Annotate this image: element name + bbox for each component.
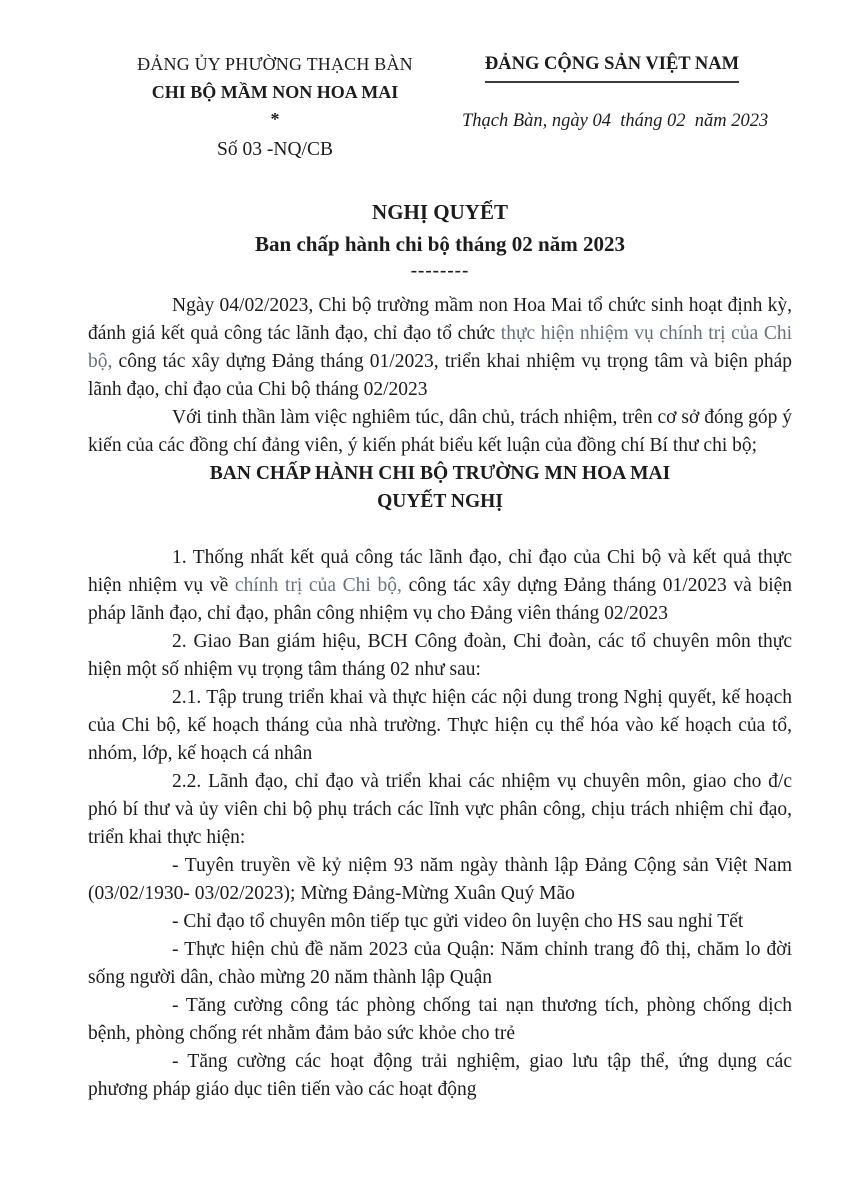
item1-text-2: công tác xây dựng Đảng tháng 01/2023 và biện pháp lãnh đạo, chỉ đạo, phân công nhiệm vụ cho Đảng viên tháng 02/2023 (88, 575, 793, 624)
resolution-item-2-2: 2.2. Lãnh đạo, chỉ đạo và triển khai các nhiệm vụ chuyên môn, giao cho đ/c phó bí thư và ủy viên chi bộ phụ trách các lĩnh vực phân công, chịu trách nhiệm chỉ đạo, triển khai thực hiện: (88, 771, 792, 848)
title-block (88, 196, 792, 282)
resolution-item-1 (88, 544, 792, 628)
resolution-heading-line2: QUYẾT NGHỊ (377, 491, 503, 512)
paragraph-spirit: Với tinh thần làm việc nghiêm túc, dân chủ, trách nhiệm, trên cơ sở đóng góp ý kiến của các đồng chí đảng viên, ý kiến phát biểu kết luận của đồng chí Bí thư chi bộ; (88, 407, 792, 456)
document-subtitle: Ban chấp hành chi bộ tháng 02 năm 2023 (255, 232, 625, 256)
opening-text-2: công tác xây dựng Đảng tháng 01/2023, triển khai nhiệm vụ trọng tâm và biện pháp lãnh đạo, chỉ đạo của Chi bộ tháng 02/2023 (88, 351, 792, 400)
task-bullet-1: - Tuyên truyền về kỷ niệm 93 năm ngày thành lập Đảng Cộng sản Việt Nam (03/02/1930- 03/02/2023); Mừng Đảng-Mừng Xuân Quý Mão (88, 855, 792, 904)
issuing-org-block (88, 50, 462, 164)
star-separator: * (270, 109, 280, 129)
task-bullet-3: - Thực hiện chủ đề năm 2023 của Quận: Năm chỉnh trang đô thị, chăm lo đời sống người dân, chào mừng 20 năm thành lập Quận (88, 939, 792, 988)
opening-text-1: Ngày 04/02/2023, Chi bộ trường mầm non Hoa Mai tổ chức sinh hoạt định kỳ, đánh giá kết quả công tác lãnh đạo, chỉ đạo tổ chức (88, 295, 792, 344)
parent-org-name: ĐẢNG ỦY PHƯỜNG THẠCH BÀN (137, 54, 413, 74)
party-name-line (462, 50, 762, 83)
task-bullet-2: - Chỉ đạo tổ chuyên môn tiếp tục gửi video ôn luyện cho HS sau nghỉ Tết (172, 911, 744, 932)
title-separator: -------- (410, 260, 470, 281)
resolution-item-2-1: 2.1. Tập trung triển khai và thực hiện các nội dung trong Nghị quyết, kế hoạch của Chi bộ, kế hoạch tháng của nhà trường. Thực hiện cụ thể hóa vào kế hoạch của tổ, nhóm, lớp, kế hoạch cá nhân (88, 687, 792, 764)
paragraph-opening (88, 292, 792, 404)
task-bullet-4: - Tăng cường công tác phòng chống tai nạn thương tích, phòng chống dịch bệnh, phòng chống rét nhằm đảm bảo sức khỏe cho trẻ (88, 995, 792, 1044)
national-header-block (462, 50, 769, 135)
item1-text-muted: chính trị của Chi bộ, (234, 575, 402, 596)
resolution-heading-line1: BAN CHẤP HÀNH CHI BỘ TRƯỜNG MN HOA MAI (209, 463, 671, 484)
document-body (88, 292, 792, 1104)
item1-text-1: 1. Thống nhất kết quả công tác lãnh đạo, chỉ đạo của Chi bộ và kết quả thực hiện nhiệm vụ về (88, 547, 792, 596)
place-date-line: Thạch Bàn, ngày 04 tháng 02 năm 2023 (462, 111, 769, 131)
opening-text-muted: thực hiện nhiệm vụ chính trị của Chi bộ, (88, 323, 792, 372)
document-title: NGHỊ QUYẾT (372, 200, 508, 224)
document-number: Số 03 -NQ/CB (217, 139, 333, 160)
resolution-item-2: 2. Giao Ban giám hiệu, BCH Công đoàn, Chi đoàn, các tổ chuyên môn thực hiện một số nhiệm vụ trọng tâm tháng 02 như sau: (88, 631, 792, 680)
party-name: ĐẢNG CỘNG SẢN VIỆT NAM (485, 50, 739, 83)
blank-line (88, 516, 792, 544)
task-bullet-5: - Tăng cường các hoạt động trải nghiệm, giao lưu tập thể, ứng dụng các phương pháp giáo dục tiên tiến vào các hoạt động (88, 1051, 792, 1100)
org-unit-name: CHI BỘ MẦM NON HOA MAI (151, 82, 399, 102)
document-header (88, 50, 792, 164)
